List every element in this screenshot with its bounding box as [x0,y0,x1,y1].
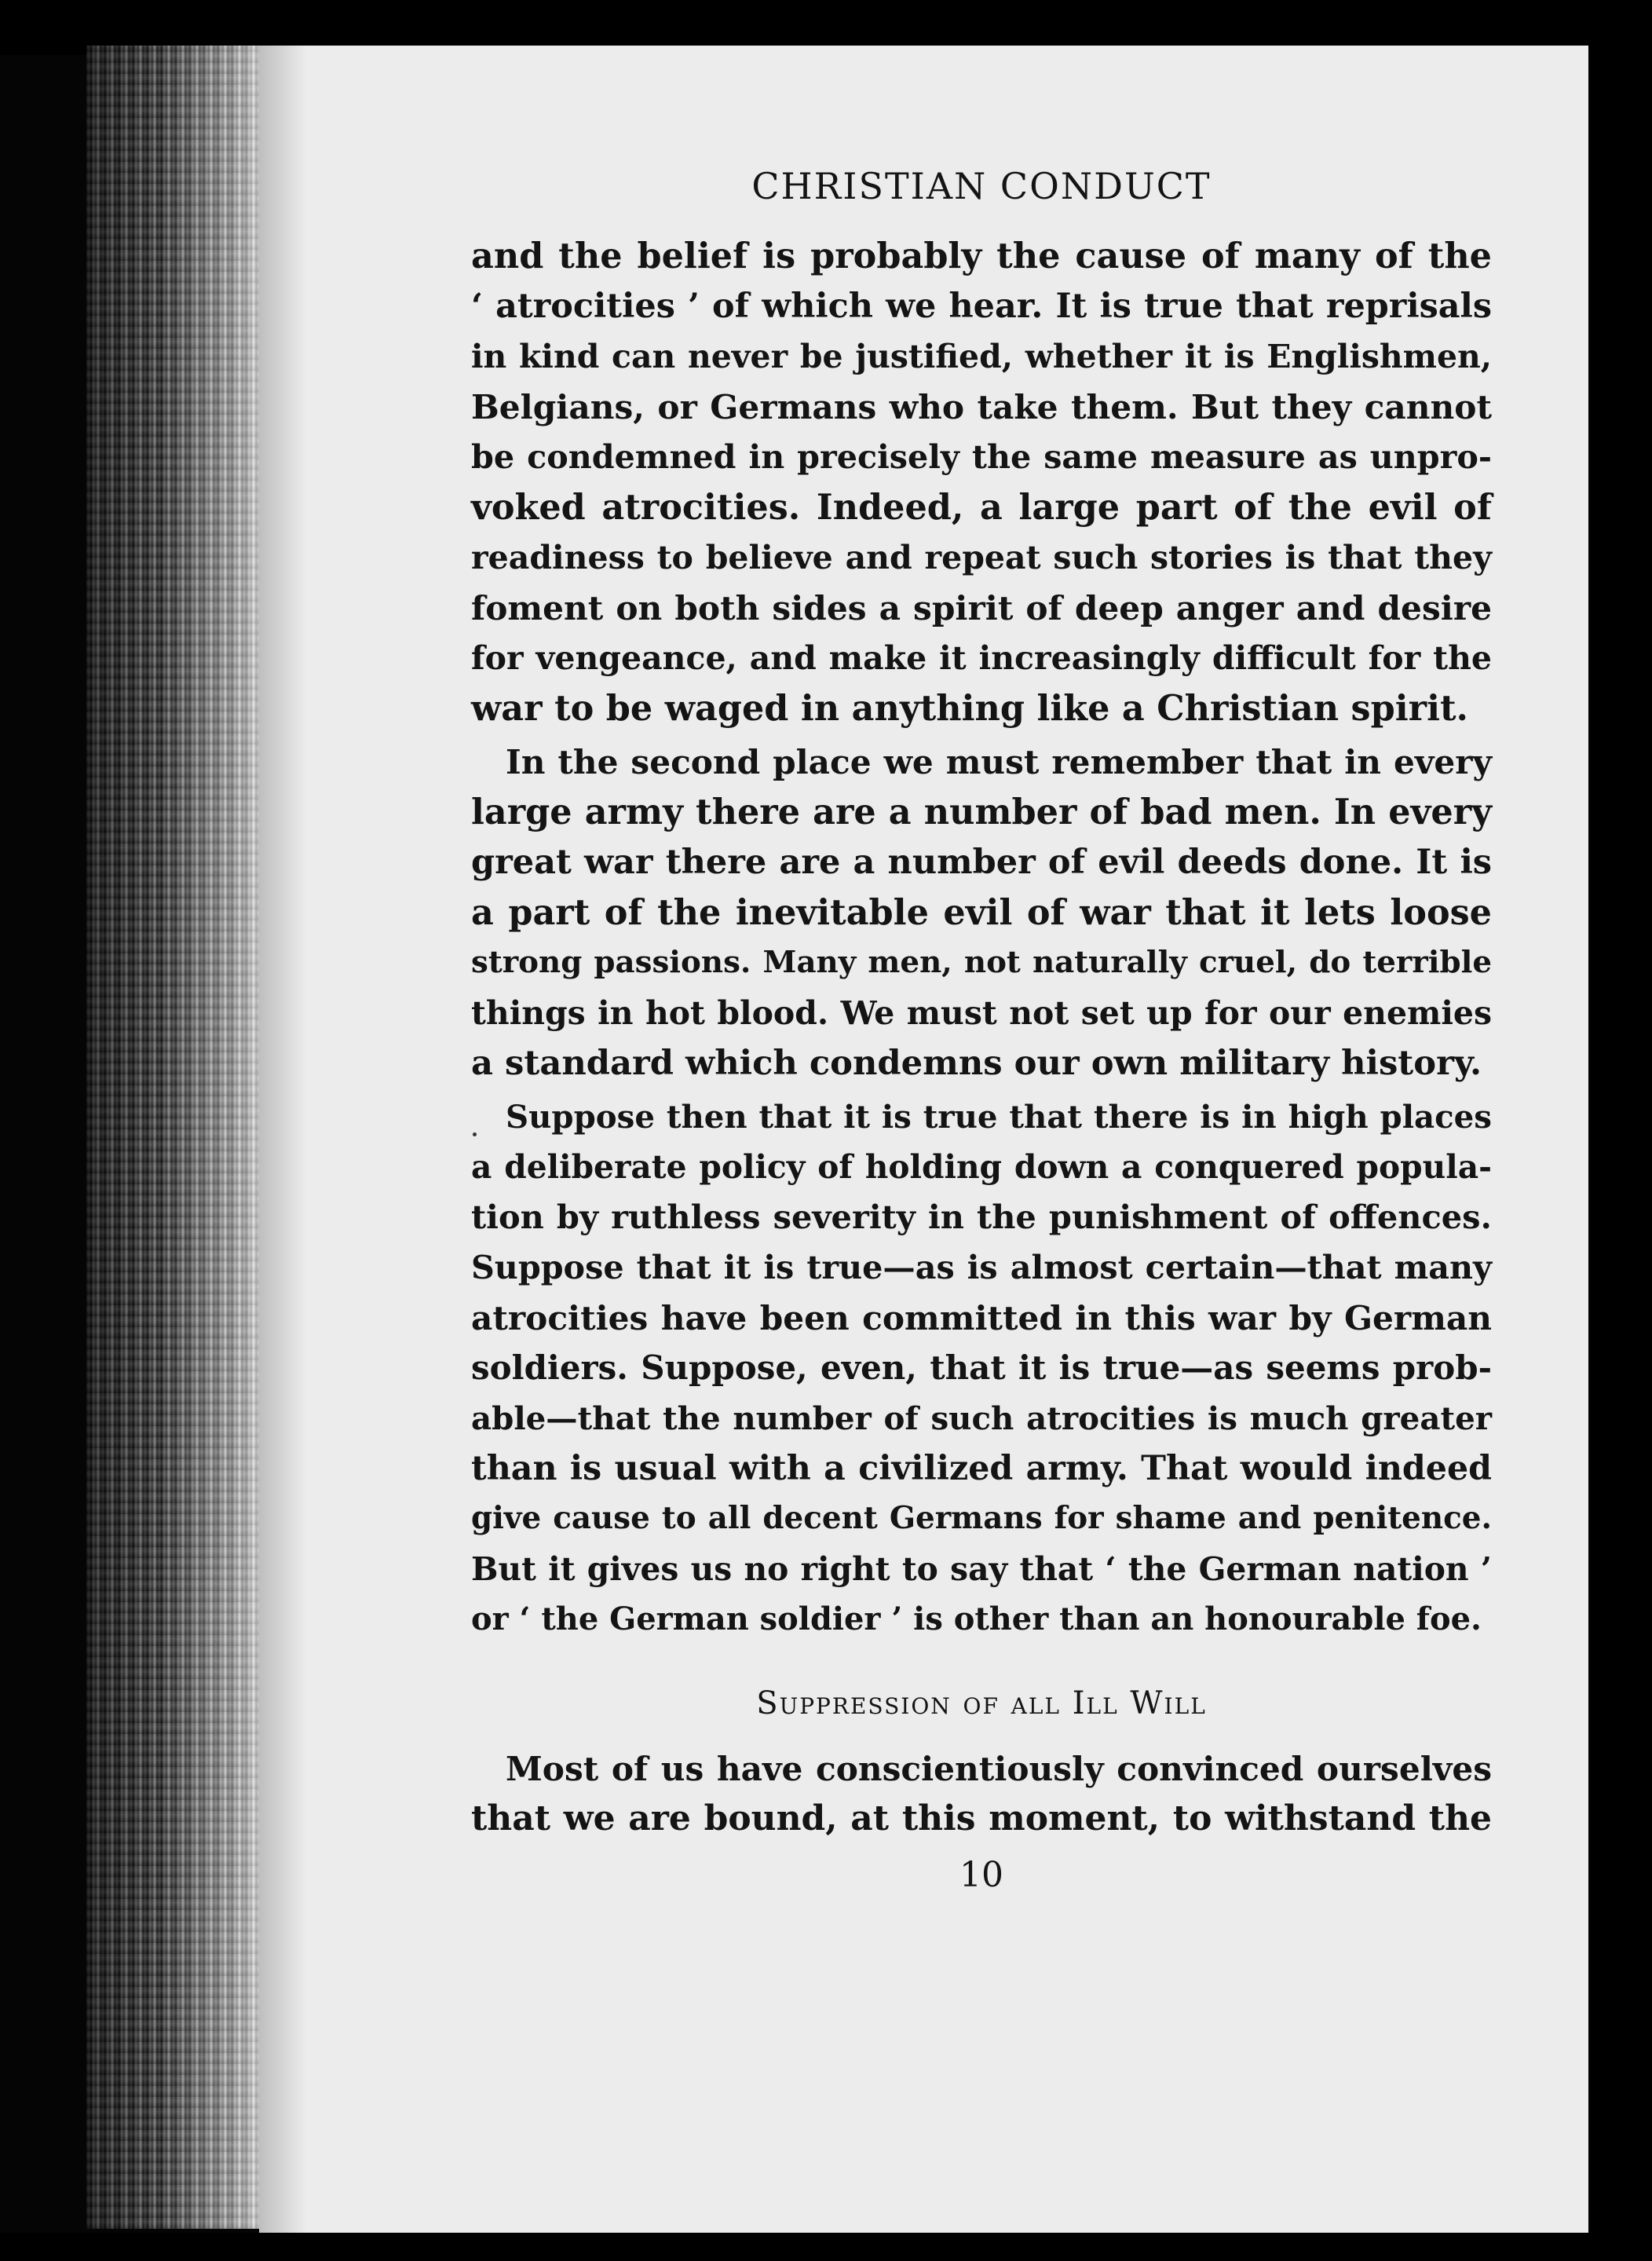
page-gutter [86,46,275,2229]
text-line: strong passions. Many men, not naturally cruel, do terrible [471,945,1492,980]
text-line: things in hot blood. We must not set up for our enemies [471,994,1492,1032]
paragraph-4 [471,1743,1492,1844]
text-line: readiness to believe and repeat such stories is that they [471,538,1492,576]
text-line: a part of the inevitable evil of war that it lets loose [471,892,1492,933]
section-heading: Suppression of all Ill Will [756,1685,1207,1721]
text-line: in kind can never be justified, whether it is Englishmen, [471,338,1492,375]
paragraph-1 [471,231,1492,734]
text-line: a deliberate policy of holding down a conquered popula- [471,1148,1492,1186]
text-line: In the second place we must remember that in every [506,742,1492,781]
text-line: But it gives us no right to say that ‘ the German nation ’ [471,1550,1492,1588]
text-line: Suppose that it is true—as is almost certain—that many [471,1248,1492,1286]
text-line: soldiers. Suppose, even, that it is true—as seems prob- [471,1348,1492,1387]
text-line: for vengeance, and make it increasingly difficult for the [471,638,1492,677]
text-line: atrocities have been committed in this war by German [471,1298,1492,1337]
text-block [471,165,1492,1895]
paragraph-2 [471,737,1492,1088]
text-line: able—that the number of such atrocities is much greater [471,1399,1492,1437]
scan-bottom-border [0,2233,1652,2261]
paragraph-3 [471,1092,1492,1645]
text-line: Most of us have conscientiously convinced ourselves [506,1749,1492,1788]
text-line: Suppose then that it is true that there is in high places [506,1098,1492,1136]
text-line: Belgians, or Germans who take them. But they cannot [471,387,1492,426]
scan-right-border [1588,46,1652,2261]
text-line: tion by ruthless severity in the punishment of offences. [471,1198,1492,1236]
scan-speck [473,1132,477,1136]
text-line: that we are bound, at this moment, to withstand the [471,1798,1492,1838]
text-line: foment on both sides a spirit of deep anger and desire [471,588,1492,627]
text-line: give cause to all decent Germans for shame and penitence. [471,1501,1492,1536]
text-line: and the belief is probably the cause of many of the [471,236,1492,276]
text-line: than is usual with a civilized army. That would indeed [471,1449,1492,1488]
text-line: ‘ atrocities ’ of which we hear. It is true that reprisals [471,287,1492,326]
text-line: or ‘ the German soldier ’ is other than an honourable foe. [471,1601,1482,1637]
page-number: 10 [959,1855,1003,1895]
text-line: voked atrocities. Indeed, a large part of the evil of [471,487,1492,528]
text-line: a standard which condemns our own military history. [471,1043,1482,1083]
text-line: large army there are a number of bad men. In every [471,792,1492,832]
text-line: be condemned in precisely the same measure as unpro- [471,437,1492,476]
text-line: great war there are a number of evil deeds done. It is [471,843,1492,882]
text-line: war to be waged in anything like a Christian spirit. [471,688,1469,729]
running-head: CHRISTIAN CONDUCT [751,165,1212,207]
